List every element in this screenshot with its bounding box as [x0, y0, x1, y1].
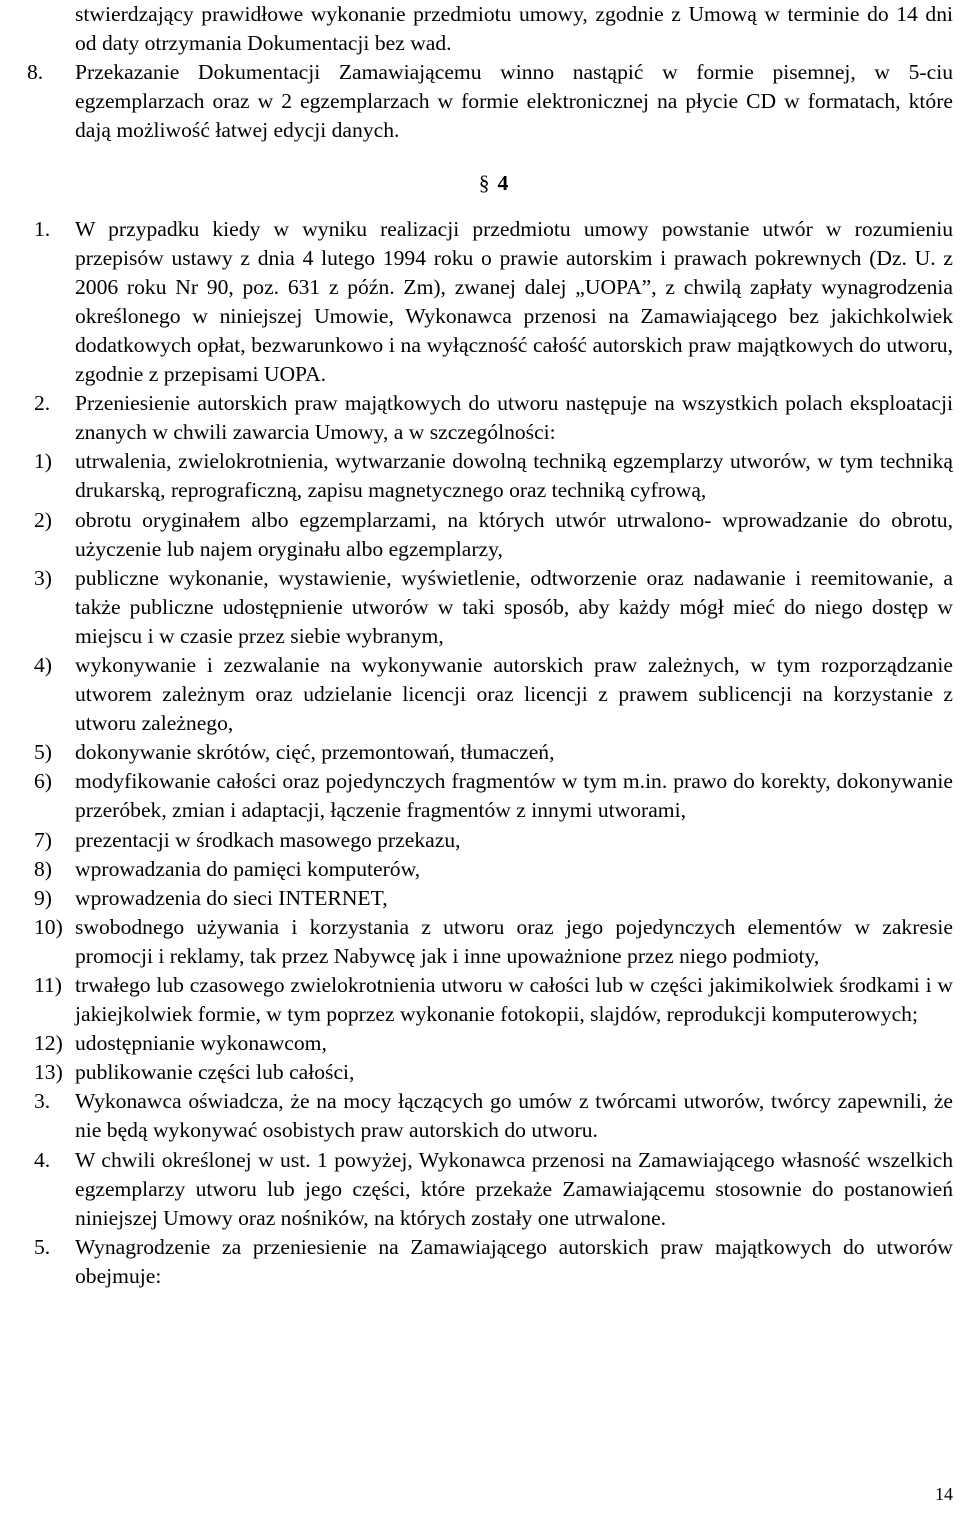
- list-text: W chwili określonej w ust. 1 powyżej, Wykonawca przenosi na Zamawiającego własność wszelkich egzemplarzy utworu lub jego części, które przekaże Zamawiającemu stosownie do postanowień niniejszej Umowy oraz nośników, na których zostały one utrwalone.: [75, 1147, 953, 1230]
- list-number: 5.: [34, 1234, 51, 1259]
- list-number: 8.: [27, 60, 44, 85]
- list-text: Wykonawca oświadcza, że na mocy łączących go umów z twórcami utworów, twórcy zapewnili, że nie będą wykonywać osobistych praw autorskich do utworu.: [75, 1089, 953, 1143]
- list-item: [34, 913, 953, 971]
- list-item: [34, 215, 953, 390]
- list-item: [34, 447, 953, 505]
- list-item-8: [27, 58, 953, 145]
- list-number: 2): [34, 507, 52, 532]
- list-number: 7): [34, 827, 52, 852]
- list-number: 4.: [34, 1147, 51, 1172]
- list-number: 4): [34, 652, 52, 677]
- list-number: 3): [34, 565, 52, 590]
- list-text: swobodnego używania i korzystania z utworu oraz jego pojedynczych elementów w zakresie promocji i reklamy, tak przez Nabywcę jak i inne upoważnione przez niego podmioty,: [75, 914, 953, 968]
- list-text: Wynagrodzenie za przeniesienie na Zamawiającego autorskich praw majątkowych do utworów obejmuje:: [75, 1234, 953, 1288]
- section-heading: [34, 169, 953, 198]
- list-item: [34, 651, 953, 738]
- list-number: 1): [34, 449, 52, 474]
- list-number: 11): [34, 973, 62, 997]
- list-text: Przeniesienie autorskich praw majątkowych do utworu następuje na wszystkich polach eksploatacji znanych w chwili zawarcia Umowy, a w szczególności:: [75, 391, 953, 445]
- list-text: publiczne wykonanie, wystawienie, wyświetlenie, odtworzenie oraz nadawanie i reemitowanie, a także publiczne udostępnienie utworów w taki sposób, aby każdy mógł mieć do niego dostęp w miejscu i w czasie przez siebie wybranym,: [75, 565, 953, 648]
- list-item: [34, 389, 953, 447]
- section-points: [34, 215, 953, 448]
- continuation-text: stwierdzający prawidłowe wykonanie przedmiotu umowy, zgodnie z Umową w terminie do 14 dni od daty otrzymania Dokumentacji bez wad.: [75, 2, 953, 56]
- list-item: [34, 1058, 953, 1087]
- list-text: modyfikowanie całości oraz pojedynczych fragmentów w tym m.in. prawo do korekty, dokonywanie przeróbek, zmian i adaptacji, łączenie fragmentów z innymi utworami,: [75, 769, 953, 823]
- list-item: [34, 1146, 953, 1233]
- continuation-paragraph: [34, 0, 953, 58]
- list-text: W przypadku kiedy w wyniku realizacji przedmiotu umowy powstanie utwór w rozumieniu przepisów ustawy z dnia 4 lutego 1994 roku o prawie autorskim i prawach pokrewnych (Dz. U. z 2006 roku Nr 90, poz. 631 z późn. Zm), zwanej dalej „UOPA”, z chwilą zapłaty wynagrodzenia określonego w niniejszej Umowie, Wykonawca przenosi na Zamawiającego bez jakichkolwiek dodatkowych opłat, bezwarunkowo i na wyłączność całość autorskich praw majątkowych do utworu, zgodnie z przepisami UOPA.: [75, 216, 953, 387]
- list-item: [34, 884, 953, 913]
- list-item: [34, 971, 953, 1029]
- list-text: prezentacji w środkach masowego przekazu,: [75, 827, 461, 852]
- list-number: 9): [34, 885, 52, 910]
- list-number: 6): [34, 769, 52, 794]
- section-points-continued: [34, 1087, 953, 1291]
- list-item: [34, 1233, 953, 1291]
- list-text: publikowanie części lub całości,: [75, 1060, 355, 1085]
- list-item: [34, 1087, 953, 1145]
- section-number: 4: [497, 171, 509, 196]
- list-number: 13): [34, 1060, 63, 1085]
- section-symbol: §: [478, 171, 490, 196]
- list-text: udostępnianie wykonawcom,: [75, 1031, 327, 1056]
- list-number: 12): [34, 1031, 63, 1056]
- list-item: [34, 1029, 953, 1058]
- list-text: trwałego lub czasowego zwielokrotnienia utworu w całości lub w części jakimikolwiek środkami i w jakiejkolwiek formie, w tym poprzez wykonanie fotokopii, slajdów, reprodukcji komputerowych;: [75, 973, 953, 1027]
- list-number: 5): [34, 740, 52, 765]
- list-item: [34, 738, 953, 767]
- list-text: obrotu oryginałem albo egzemplarzami, na których utwór utrwalono- wprowadzanie do obrotu, użyczenie lub najem oryginału albo egzemplarzy,: [75, 507, 953, 561]
- list-text: wprowadzenia do sieci INTERNET,: [75, 885, 388, 910]
- list-number: 10): [34, 914, 63, 939]
- list-text: Przekazanie Dokumentacji Zamawiającemu winno nastąpić w formie pisemnej, w 5-ciu egzemplarzach oraz w 2 egzemplarzach w formie elektronicznej na płycie CD w formatach, które dają możliwość łatwej edycji danych.: [75, 60, 953, 143]
- exploitation-fields-list: [34, 447, 953, 1087]
- list-text: wykonywanie i zezwalanie na wykonywanie autorskich praw zależnych, w tym rozporządzanie utworem zależnym oraz udzielanie licencji oraz licencji z prawem sublicencji na korzystanie z utworu zależnego,: [75, 652, 953, 736]
- list-item: [34, 506, 953, 564]
- list-item: [34, 855, 953, 884]
- list-number: 1.: [34, 216, 51, 241]
- list-number: 2.: [34, 391, 51, 416]
- page-number: 14: [935, 1484, 953, 1504]
- list-number: 8): [34, 856, 52, 881]
- list-item: [34, 826, 953, 855]
- list-text: utrwalenia, zwielokrotnienia, wytwarzanie dowolną techniką egzemplarzy utworów, w tym techniką drukarską, reprograficzną, zapisu magnetycznego oraz techniką cyfrową,: [75, 449, 953, 503]
- list-text: dokonywanie skrótów, cięć, przemontowań, tłumaczeń,: [75, 740, 555, 765]
- list-item: [34, 767, 953, 825]
- list-text: wprowadzania do pamięci komputerów,: [75, 856, 421, 881]
- list-number: 3.: [34, 1089, 51, 1114]
- list-item: [34, 564, 953, 651]
